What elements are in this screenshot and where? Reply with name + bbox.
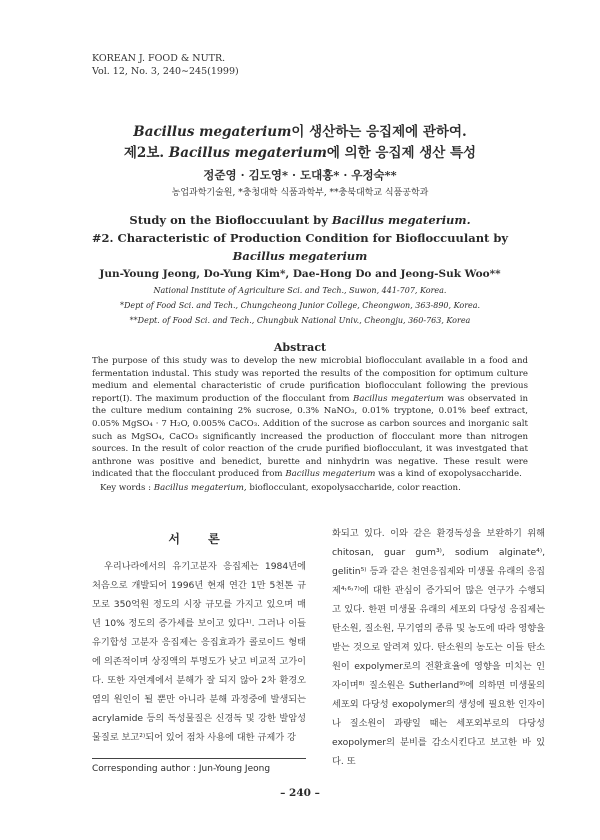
keywords-list: bioflocculant, exopolysaccharide, color reaction. <box>249 483 461 493</box>
abstract-species-1: Bacillus megaterium <box>353 393 444 404</box>
english-title-species-2: Bacillus megaterium <box>232 249 368 263</box>
introduction-heading: 서 론 <box>168 532 232 546</box>
english-title-line1 <box>0 211 600 229</box>
abstract-text-2: was observated in the culture medium containing 2% sucrose, 0.3% NaNO₃, 0.01% tryptone, 0.01% beef extract, 0.05% MgSO₄ · 7 H₂O, 0.005% CaCO₃. Addition of the sucrose as carbon sources and inorganic salt such as MgSO₄, CaCO₃ significantly increased the production of flocculant more than nitrogen sources. In the result of color reaction of the crude purified bioflocculant, it was investgated that anthrone was positive and benedict, burette and ninhydrin was negative. These result were indicated that the flocculant produced from <box>92 393 528 480</box>
english-affiliations <box>0 283 600 328</box>
korean-title-species: Bacillus megaterium <box>133 124 292 140</box>
english-authors: Jun-Young Jeong, Do-Yung Kim*, Dae-Hong Do and Jeong-Suk Woo** <box>99 268 501 280</box>
korean-title-line2 <box>0 143 600 164</box>
abstract-body <box>92 355 528 481</box>
korean-title-species-2: Bacillus megaterium <box>168 145 327 161</box>
journal-name: KOREAN J. FOOD & NUTR. <box>92 53 226 64</box>
korean-affiliations: 농업과학기술원, *충청대학 식품과학부, **충북대학교 식품공학과 <box>171 188 429 198</box>
english-title-species: Bacillus megaterium. <box>331 213 471 227</box>
affiliation-1: National Institute of Agriculture Sci. and Tech., Suwon, 441-707, Korea. <box>153 286 447 295</box>
english-title-line2: #2. Characteristic of Production Condition for Biofloccuulant by <box>91 231 509 245</box>
keywords-species: Bacillus megaterium, <box>153 483 247 493</box>
footnote-divider <box>92 758 306 759</box>
korean-title-line2-text: 에 의한 응집제 생산 특성 <box>326 145 477 161</box>
abstract-text-1: The purpose of this study was to develop the new microbial bioflocculant available in a food and fermentation industal. This study was reported the results of the composition for optimum culture medium and elemental characteristic of crude purification bioflocculant following the previous report(I). The maximum production of the flocculant from <box>92 356 528 404</box>
affiliation-3: **Dept. of Food Sci. and Tech., Chungbuk National Univ., Cheongju, 360-763, Korea <box>129 316 471 325</box>
english-title-line3 <box>0 247 600 265</box>
abstract-species-2: Bacillus megaterium <box>285 469 376 480</box>
korean-title-part: 제2보. <box>123 145 165 161</box>
introduction-right-column: 화되고 있다. 이와 같은 환경독성을 보완하기 위해 chitosan, guar gum³⁾, sodium alginate⁴⁾, gelitin⁵⁾ 등과 같은 천연응집제와 미생물 유래의 응집제⁴˒⁶˒⁷⁾에 대한 관심이 증가되어 많은 연구가 수행되고 있다. 한편 미생물 유래의 세포외 다당성 응집제는 탄소원, 질소원, 무기염의 종류 및 농도에 따라 영향을 받는 것으로 알려져 있다. 탄소원의 농도는 이들 탄소원이 expolymer로의 전환효율에 영향을 미치는 인자이며⁸⁾ 질소원은 Sutherland⁹⁾에 의하면 미생물의 세포외 다당성 exopolymer의 생성에 필요한 인자이나 질소원이 과량일 때는 세포외부로의 다당성 exopolymer의 분비를 감소시킨다고 보고한 바 있다. 또 <box>332 528 545 767</box>
english-title <box>0 211 600 265</box>
english-title-line1-text: Study on the Biofloccuulant by <box>129 213 328 227</box>
korean-title <box>0 122 600 164</box>
keywords-label: Key words : <box>100 483 152 493</box>
journal-volume: Vol. 12, No. 3, 240∼245(1999) <box>92 66 239 77</box>
abstract-text-3: was a kind of exopolysaccharide. <box>378 469 522 480</box>
abstract-heading: Abstract <box>273 341 327 354</box>
introduction-left-column: 우리나라에서의 유기고분자 응집제는 1984년에 처음으로 개발되어 1996년 현재 연간 1만 5천톤 규모로 350억원 정도의 시장 규모를 가지고 있으며 매년 10% 정도의 증가세를 보이고 있다¹⁾. 그러나 이들 유기합성 고분자 응집제는 응집효과가 콜로이드 형태에 의존적이며 상징액의 투명도가 낮고 비교적 고가이다. 또한 자연계에서 분해가 잘 되지 않아 2차 환경오염의 원인이 될 뿐만 아니라 분해 과정중에 발생되는 acrylamide 등의 독성물질은 신경독 및 강한 발암성 물질로 보고²⁾되어 있어 점차 사용에 대한 규제가 강 <box>92 561 306 743</box>
korean-title-line1 <box>0 122 600 143</box>
journal-header <box>92 52 239 78</box>
keywords <box>100 483 530 493</box>
korean-title-line1-text: 이 생산하는 응집제에 관하여. <box>291 124 467 140</box>
korean-authors: 정준영 · 김도영* · 도대홍* · 우정숙** <box>203 168 397 182</box>
corresponding-author: Corresponding author : Jun-Young Jeong <box>92 764 271 774</box>
affiliation-2: *Dept of Food Sci. and Tech., Chungcheong Junior College, Cheongwon, 363-890, Korea. <box>119 301 481 310</box>
page-number: – 240 – <box>280 787 320 799</box>
